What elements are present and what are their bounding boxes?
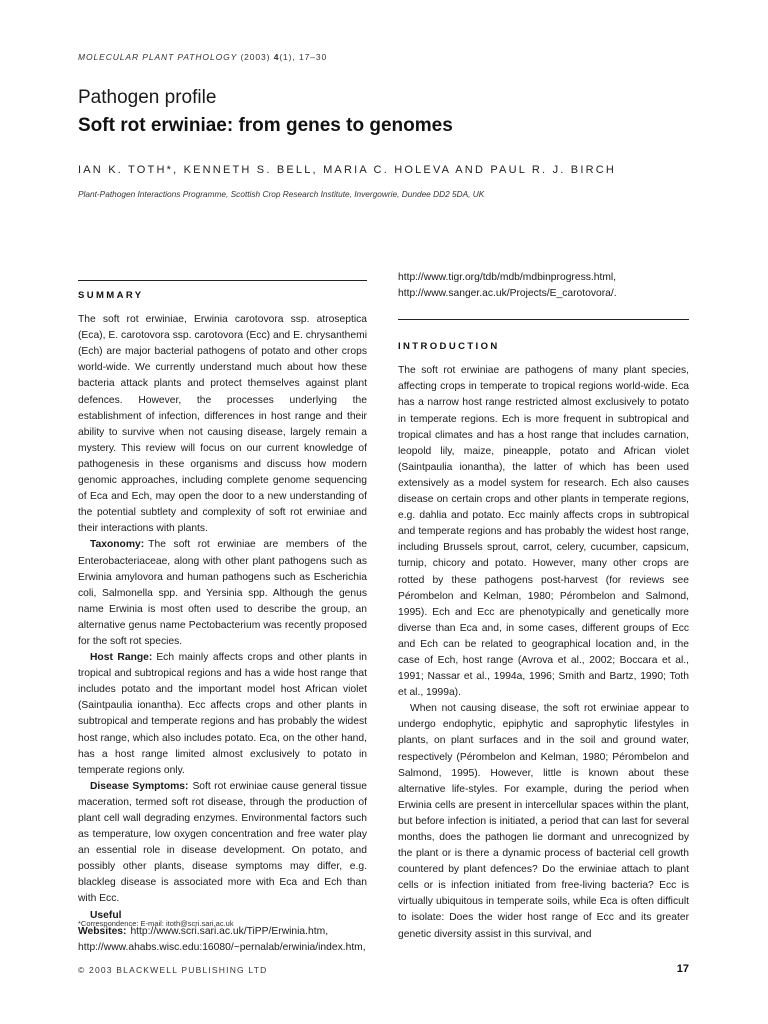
summary-heading: SUMMARY	[78, 290, 144, 301]
useful-websites-label: Useful Websites:	[78, 909, 127, 937]
right-column	[398, 270, 689, 943]
journal-issue-pages: (1), 17–30	[279, 52, 328, 62]
taxonomy-text: The soft rot erwiniae are members of the Enterobacteriaceae, along with other plant pathogens such as Erwinia amylovora and human pathogens such as Escherichia coli, Salmonella spp. and Yersinia spp. Although the genus name Erwinia is most often used to describe the group, an alternative genus name Pectobacterium was recently proposed for the soft rot species.	[78, 539, 367, 647]
useful-websites-paragraph	[78, 908, 367, 956]
section-divider	[398, 319, 689, 320]
page-number: 17	[676, 963, 689, 975]
correspondence-footnote: *Correspondence: E-mail: itoth@scri.sari.ac.uk	[78, 919, 234, 928]
author-list: IAN K. TOTH*, KENNETH S. BELL, MARIA C. HOLEVA AND PAUL R. J. BIRCH	[78, 164, 617, 176]
taxonomy-label: Taxonomy:	[90, 539, 145, 551]
journal-name: MOLECULAR PLANT PATHOLOGY	[78, 52, 238, 62]
website-link-tigr: http://www.tigr.org/tdb/mdb/mdbinprogress.html,	[398, 272, 617, 283]
websites-continued	[398, 270, 689, 302]
journal-volume: 4	[273, 52, 280, 62]
article-title: Soft rot erwiniae: from genes to genomes	[78, 115, 453, 136]
introduction-heading: INTRODUCTION	[398, 341, 500, 353]
host-range-text: Ech mainly affects crops and other plants in tropical and subtropical regions and has a wide host range that includes potato and the important model host African violet (Saintpaulia ionantha). Ecc affects crops and other plants in subtropical and temperate regions and has probably the widest host range, which also includes potato. Eca, on the other hand, has a host range limited almost exclusively to potato in temperate regions only.	[78, 652, 367, 776]
introduction-paragraph-1: The soft rot erwiniae are pathogens of many plant species, affecting crops in temperate to tropical regions world-wide. Eca has a narrow host range restricted almost exclusively to potato in temperate regions. Ech is more frequent in subtropical and tropical climates and has a host range that includes carnation, leopold lily, maize, pineapple, potato and African violet (Saintpaulia ionantha), the latter of which has been used extensively as a model system for research. Ech also causes disease on certain crops and other plants in temperate regions, e.g. dahlia and potato. Ecc mainly affects crops in subtropical and temperate regions and has probably the widest host range, including Brussels sprout, carrot, celery, cucumber, capsicum, turnip, chicory and potato. However, many other crops are rotted by these pathogens post-harvest (for reviews see Pérombelon and Kelman, 1980; Pérombelon and Salmond, 1995). Ech and Ecc are phenotypically and genetically more diverse than Eca and, in some cases, different groups of Ecc and Ech can be related to geographical location and, in the case of Ech, host range (Avrova et al., 2002; Boccara et al., 1991; Nassar et al., 1994a, 1996; Smith and Bartz, 1990; Toth et al., 1999a).	[398, 365, 689, 699]
left-column	[78, 280, 367, 956]
host-range-label: Host Range:	[90, 652, 153, 664]
journal-citation	[78, 52, 327, 62]
disease-symptoms-label: Disease Symptoms:	[90, 780, 189, 792]
host-range-paragraph	[78, 650, 367, 779]
disease-symptoms-text: Soft rot erwiniae cause general tissue maceration, termed soft rot disease, through the production of plant cell wall degrading enzymes. Environmental factors such as temperature, low oxygen concentration and free water play an essential role in disease development. On potato, and possibly other plants, disease symptoms may differ, e.g. blackleg disease is associated more with Eca and Ech than with Ecc.	[78, 780, 367, 905]
website-link-sanger: http://www.sanger.ac.uk/Projects/E_carotovora/.	[398, 288, 617, 300]
publisher-copyright: © 2003 BLACKWELL PUBLISHING LTD	[78, 965, 268, 975]
article-type: Pathogen profile	[78, 87, 217, 108]
taxonomy-paragraph	[78, 537, 367, 650]
summary-intro: The soft rot erwiniae, Erwinia carotovora ssp. atroseptica (Eca), E. carotovora ssp. carotovora (Ecc) and E. chrysanthemi (Ech) are major bacterial pathogens of potato and other crops world-wide. We currently understand much about how these bacteria attack plants and protect themselves against plant defences. However, the processes underlying the establishment of infection, differences in host range and their ability to survive when not causing disease, largely remain a mystery. This review will focus on our current knowledge of pathogenesis in these organisms and discuss how modern genomic approaches, including complete genome sequencing of Eca and Ech, may open the door to a new understanding of the potential subtlety and complexity of soft rot erwiniae and their interactions with plants.	[78, 314, 367, 535]
journal-year: (2003)	[240, 52, 271, 62]
introduction-paragraph-2: When not causing disease, the soft rot erwiniae appear to undergo endophytic, epiphytic and saprophytic lifestyles in plants, on plant surfaces and in the soil and ground water, respectively (Pérombelon and Kelman, 1980; Pérombelon and Salmond, 1995). However, little is known about these alternative life-styles. For example, during the period when Erwinia cells are present in intercellular spaces within the plant, but before infection is initiated, a period that can last for several months, does the pathogen lie dormant and unrecognized by the plant or is there a dynamic process of bacterial cell growth countered by plant defences? Do the erwiniae attach to plant cells or is infection initiated from free-living bacteria? Ecc is virtually ubiquitous in temperate soils, while Eca is often difficult to isolate: Does the wider host range of Ecc and its greater genetic diversity assist in this survival, and	[398, 703, 689, 940]
useful-websites-text: http://www.scri.sari.ac.uk/TiPP/Erwinia.htm, http://www.ahabs.wisc.edu:16080/~pernalab/erwinia/index.htm,	[78, 925, 366, 953]
author-affiliation: Plant-Pathogen Interactions Programme, Scottish Crop Research Institute, Invergowrie, Dundee DD2 5DA, UK	[78, 189, 485, 199]
disease-symptoms-paragraph	[78, 779, 367, 908]
